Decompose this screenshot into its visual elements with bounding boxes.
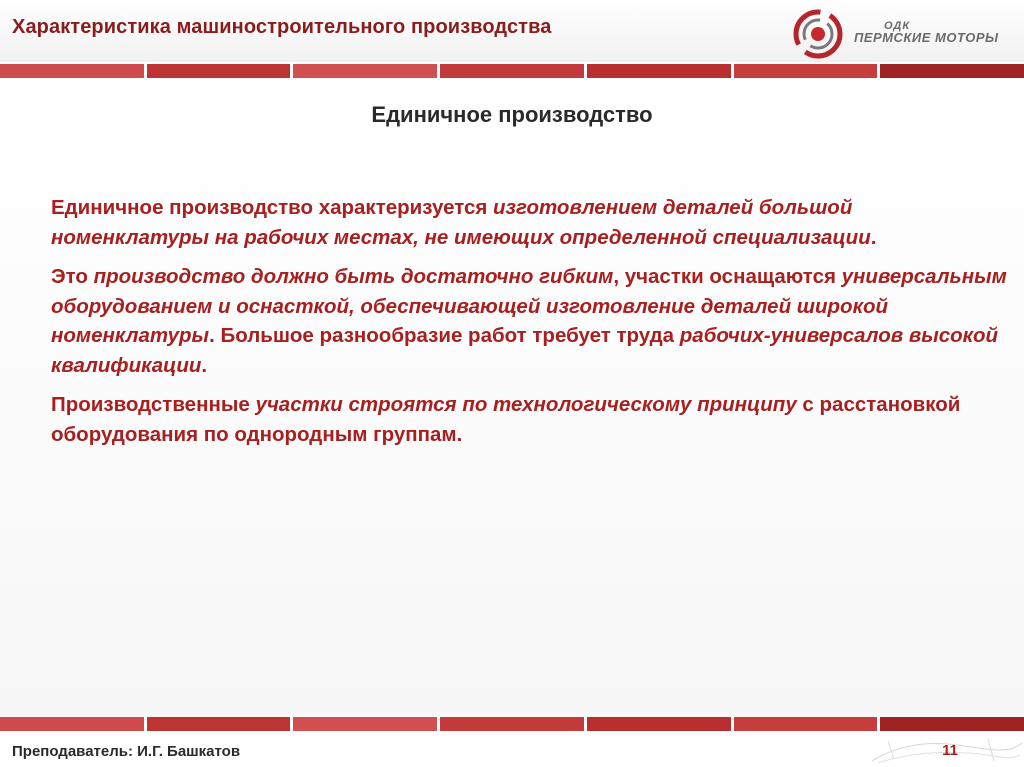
slide-content [0, 78, 1024, 717]
text-span: Это [51, 265, 94, 288]
emphasis-span: универсальным оборудованием и оснасткой, обеспечивающей изготовление деталей широкой номенклатуры [51, 265, 1007, 347]
paragraph-1 [51, 193, 1011, 252]
text-span: Единичное производство характеризуется [51, 196, 494, 219]
bottom-decorative-stripe [0, 717, 1024, 731]
stripe-segment [734, 717, 878, 731]
page-number: 11 [942, 742, 958, 759]
paragraph-2 [51, 262, 1011, 380]
text-span: , участки оснащаются [613, 265, 842, 288]
stripe-segment [293, 717, 437, 731]
text-span: . Большое разнообразие работ требует труда [209, 324, 680, 347]
text-span: Производственные [51, 393, 256, 416]
stripe-segment [587, 717, 731, 731]
stripe-segment [440, 64, 584, 78]
logo-text-bottom: ПЕРМСКИЕ МОТОРЫ [854, 30, 999, 45]
stripe-segment [0, 717, 144, 731]
logo-text-top: ОДК [884, 20, 911, 32]
stripe-segment [440, 717, 584, 731]
slide-header [0, 0, 1024, 62]
stripe-segment [587, 64, 731, 78]
top-decorative-stripe [0, 64, 1024, 78]
header-title: Характеристика машиностроительного производства [12, 16, 552, 38]
text-span: с расстановкой оборудования по однородным группам. [51, 393, 961, 446]
instructor-label: Преподаватель: И.Г. Башкатов [12, 743, 241, 760]
slide-subtitle: Единичное производство [371, 102, 653, 127]
paragraph-3 [51, 390, 1011, 449]
stripe-segment [880, 717, 1024, 731]
stripe-segment [734, 64, 878, 78]
stripe-segment [147, 64, 291, 78]
slide-body [51, 193, 1011, 459]
slide-footer [0, 732, 1024, 767]
text-span: . [201, 353, 208, 377]
emphasis-span: изготовлением деталей большой номенклатуры на рабочих местах, не имеющих определенной специализации [51, 196, 871, 249]
stripe-segment [293, 64, 437, 78]
company-logo [790, 6, 1015, 62]
stripe-segment [880, 64, 1024, 78]
emphasis-span: рабочих-универсалов высокой квалификации [51, 324, 999, 377]
logo-emblem-icon [790, 6, 846, 62]
text-span: . [870, 225, 877, 249]
emphasis-span: участки строятся по технологическому принципу [255, 393, 797, 416]
stripe-segment [147, 717, 291, 731]
emphasis-span: производство должно быть достаточно гибким [93, 265, 614, 288]
stripe-segment [0, 64, 144, 78]
